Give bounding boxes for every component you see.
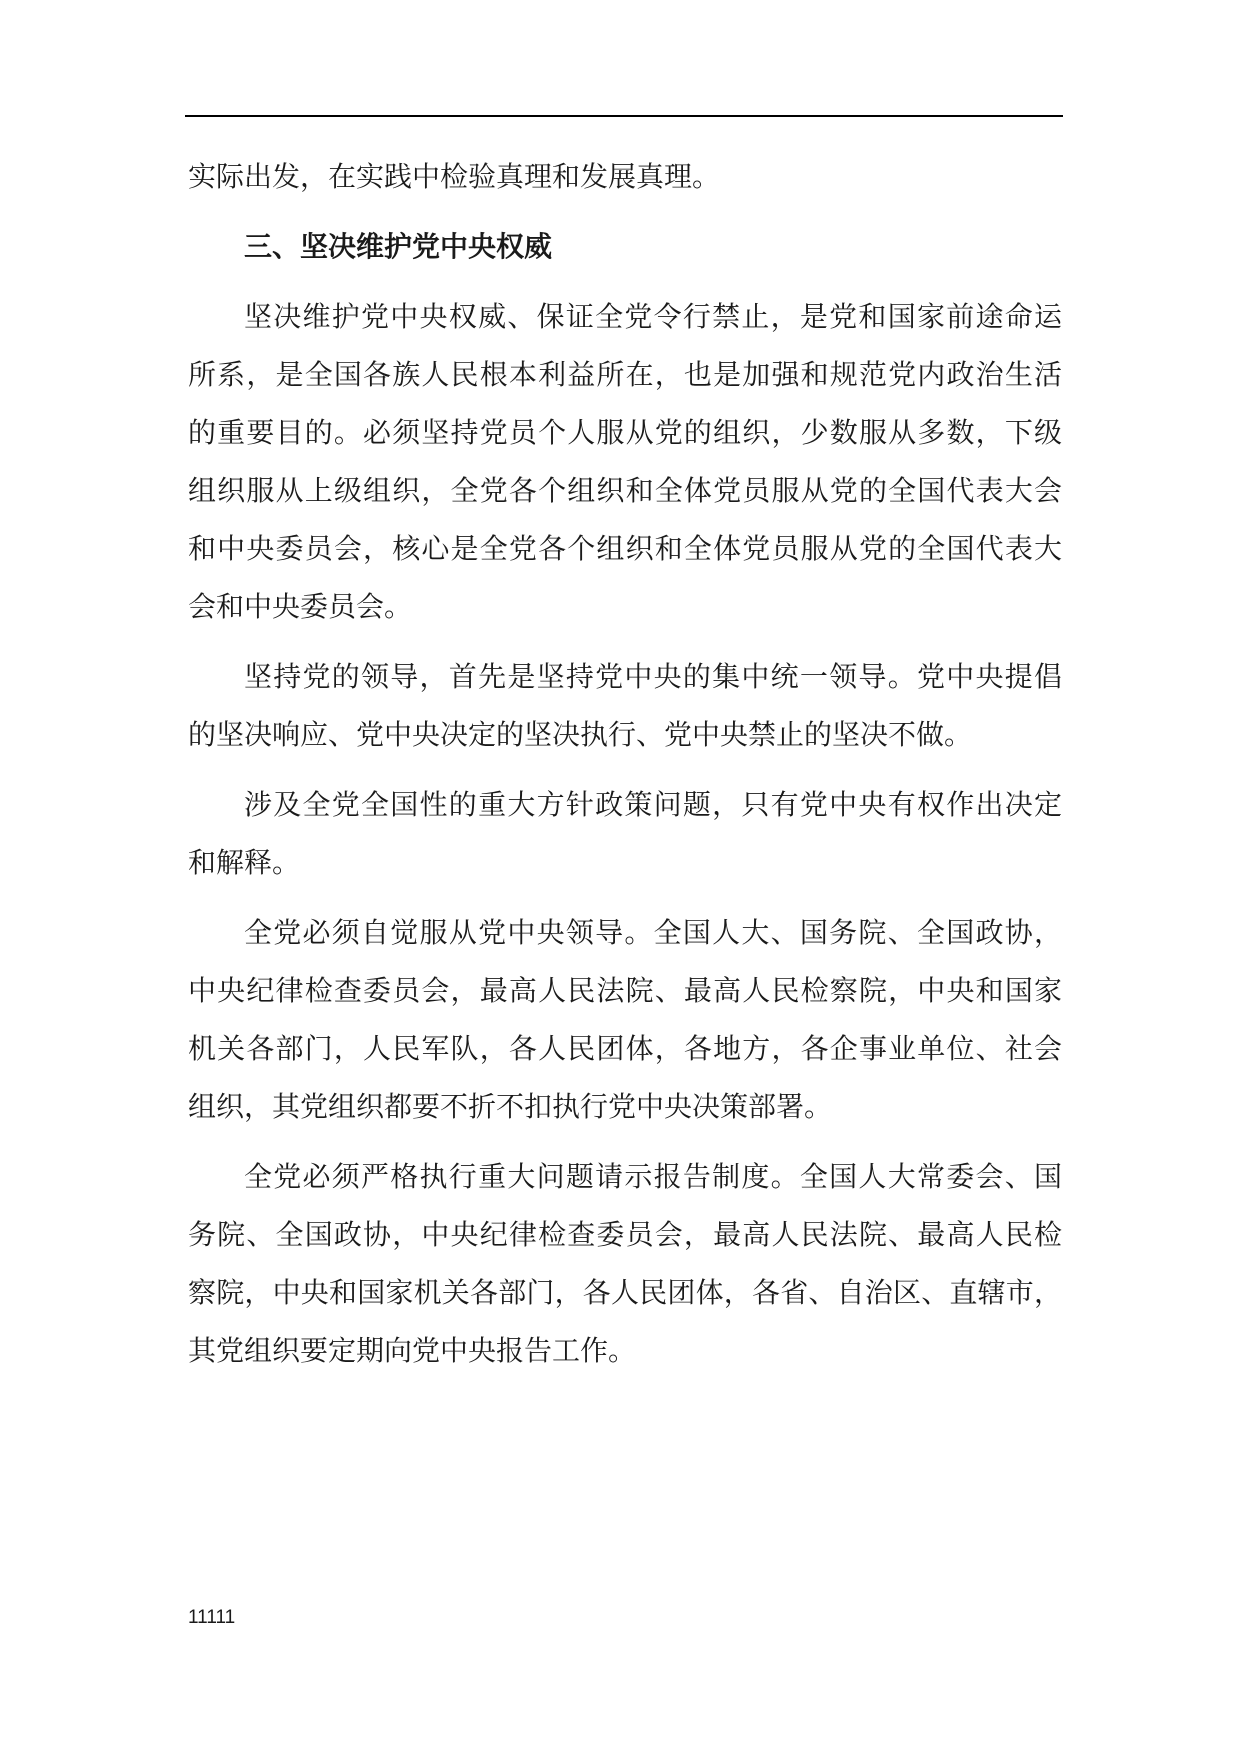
paragraph-line: 涉及全党全国性的重大方针政策问题，只有党中央有权作出决定 bbox=[244, 788, 1062, 821]
paragraph-line: 全党必须自觉服从党中央领导。全国人大、国务院、全国政协， bbox=[244, 916, 1062, 949]
paragraph-line: 其党组织要定期向党中央报告工作。 bbox=[188, 1334, 637, 1367]
paragraph-line: 中央纪律检查委员会，最高人民法院、最高人民检察院，中央和国家 bbox=[188, 974, 1062, 1007]
paragraph-line: 会和中央委员会。 bbox=[188, 590, 413, 623]
paragraph-line: 和中央委员会，核心是全党各个组织和全体党员服从党的全国代表大 bbox=[188, 532, 1062, 565]
paragraph-line: 察院，中央和国家机关各部门，各人民团体，各省、自治区、直辖市， bbox=[188, 1276, 1062, 1309]
paragraph-line: 所系，是全国各族人民根本利益所在，也是加强和规范党内政治生活 bbox=[188, 358, 1062, 391]
paragraph-3 bbox=[188, 776, 1062, 892]
paragraph-line: 坚决维护党中央权威、保证全党令行禁止，是党和国家前途命运 bbox=[244, 300, 1062, 333]
header-rule bbox=[185, 115, 1063, 117]
paragraph-line: 组织服从上级组织，全党各个组织和全体党员服从党的全国代表大会 bbox=[188, 474, 1062, 507]
paragraph-line: 坚持党的领导，首先是坚持党中央的集中统一领导。党中央提倡 bbox=[244, 660, 1062, 693]
paragraph-line: 务院、全国政协，中央纪律检查委员会，最高人民法院、最高人民检 bbox=[188, 1218, 1062, 1251]
paragraph-line: 的坚决响应、党中央决定的坚决执行、党中央禁止的坚决不做。 bbox=[188, 718, 973, 751]
paragraph-2 bbox=[188, 648, 1062, 764]
page-number: 11111 bbox=[188, 1607, 236, 1628]
paragraph-line: 的重要目的。必须坚持党员个人服从党的组织，少数服从多数，下级 bbox=[188, 416, 1062, 449]
document-body bbox=[188, 148, 1062, 1380]
paragraph-line: 全党必须严格执行重大问题请示报告制度。全国人大常委会、国 bbox=[244, 1160, 1062, 1193]
paragraph-line: 和解释。 bbox=[188, 846, 301, 879]
section-heading: 三、坚决维护党中央权威 bbox=[244, 230, 553, 263]
paragraph-line: 组织，其党组织都要不折不扣执行党中央决策部署。 bbox=[188, 1090, 833, 1123]
continuation-line: 实际出发，在实践中检验真理和发展真理。 bbox=[188, 160, 721, 193]
paragraph-line: 机关各部门，人民军队，各人民团体，各地方，各企事业单位、社会 bbox=[188, 1032, 1062, 1065]
paragraph-5 bbox=[188, 1148, 1062, 1380]
paragraph-4 bbox=[188, 904, 1062, 1136]
paragraph-1 bbox=[188, 288, 1062, 636]
